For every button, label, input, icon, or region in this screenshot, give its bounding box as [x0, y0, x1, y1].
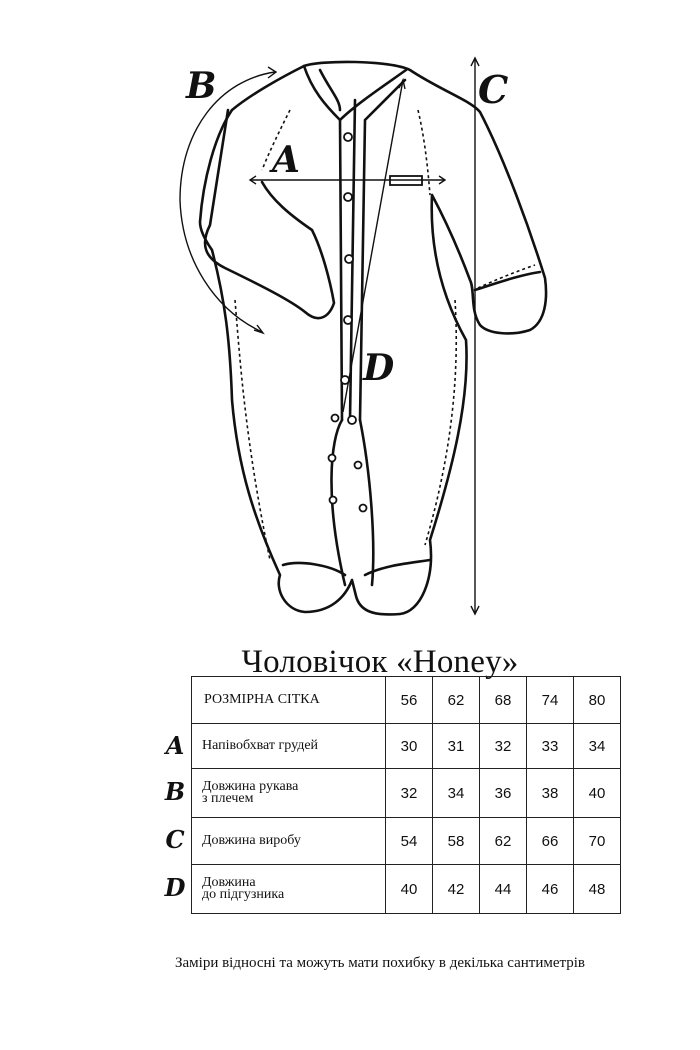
table-cell: 48	[574, 865, 621, 914]
row-label-line: Довжина	[202, 875, 256, 890]
row-marker-a: A	[165, 731, 185, 760]
row-marker-c: C	[165, 825, 185, 854]
table-cell: 40	[574, 769, 621, 818]
row-label-line: до підгузника	[202, 887, 285, 902]
table-cell: 40	[386, 865, 433, 914]
label-a: A	[272, 139, 300, 181]
table-row	[192, 724, 621, 769]
table-cell: 30	[386, 724, 433, 769]
snap-button	[330, 497, 337, 504]
row-label-line: Довжина рукава	[202, 779, 299, 794]
table-cell: 44	[480, 865, 527, 914]
table-cell: 70	[574, 818, 621, 865]
table-cell: 62	[480, 818, 527, 865]
table-row	[192, 818, 621, 865]
snap-button	[360, 505, 367, 512]
row-label	[192, 769, 386, 818]
table-cell: 33	[527, 724, 574, 769]
left-sleeve	[205, 110, 334, 318]
row-label	[192, 724, 386, 769]
table-cell: 32	[386, 769, 433, 818]
snap-button	[344, 316, 352, 324]
label-b: B	[186, 65, 217, 107]
snap-button	[344, 133, 352, 141]
table-header-row	[192, 677, 621, 724]
table-cell: 32	[480, 724, 527, 769]
snap-button	[332, 415, 339, 422]
table-cell: 34	[433, 769, 480, 818]
label-c: C	[478, 67, 509, 112]
table-cell: 42	[433, 865, 480, 914]
size-header-cell: 74	[527, 677, 574, 724]
snap-button	[345, 255, 353, 263]
row-label	[192, 818, 386, 865]
disclaimer-note: Заміри відносні та можуть мати похибку в декілька сантиметрів	[174, 955, 586, 971]
row-label-line: Напівобхват грудей	[202, 738, 319, 753]
table-cell: 34	[574, 724, 621, 769]
table-cell: 54	[386, 818, 433, 865]
table-row	[192, 769, 621, 818]
row-label-line: Довжина виробу	[202, 833, 301, 848]
snap-button	[329, 455, 336, 462]
table-cell: 36	[480, 769, 527, 818]
row-label	[192, 865, 386, 914]
table-cell: 38	[527, 769, 574, 818]
size-header-cell: 68	[480, 677, 527, 724]
table-cell: 46	[527, 865, 574, 914]
size-header-cell: 62	[433, 677, 480, 724]
table-cell: 66	[527, 818, 574, 865]
snap-button	[344, 193, 352, 201]
size-header-cell: 56	[386, 677, 433, 724]
size-grid-header: РОЗМІРНА СІТКА	[192, 677, 386, 724]
table-row	[192, 865, 621, 914]
row-label-line: з плечем	[202, 791, 254, 806]
table-cell: 31	[433, 724, 480, 769]
row-marker-b: B	[164, 777, 186, 806]
table-cell: 58	[433, 818, 480, 865]
snap-button	[355, 462, 362, 469]
snap-button	[348, 416, 356, 424]
size-table	[191, 676, 621, 914]
size-header-cell: 80	[574, 677, 621, 724]
label-d: D	[363, 347, 395, 389]
row-marker-d: D	[164, 873, 186, 902]
product-title: Чоловічок «Honey»	[241, 644, 519, 681]
